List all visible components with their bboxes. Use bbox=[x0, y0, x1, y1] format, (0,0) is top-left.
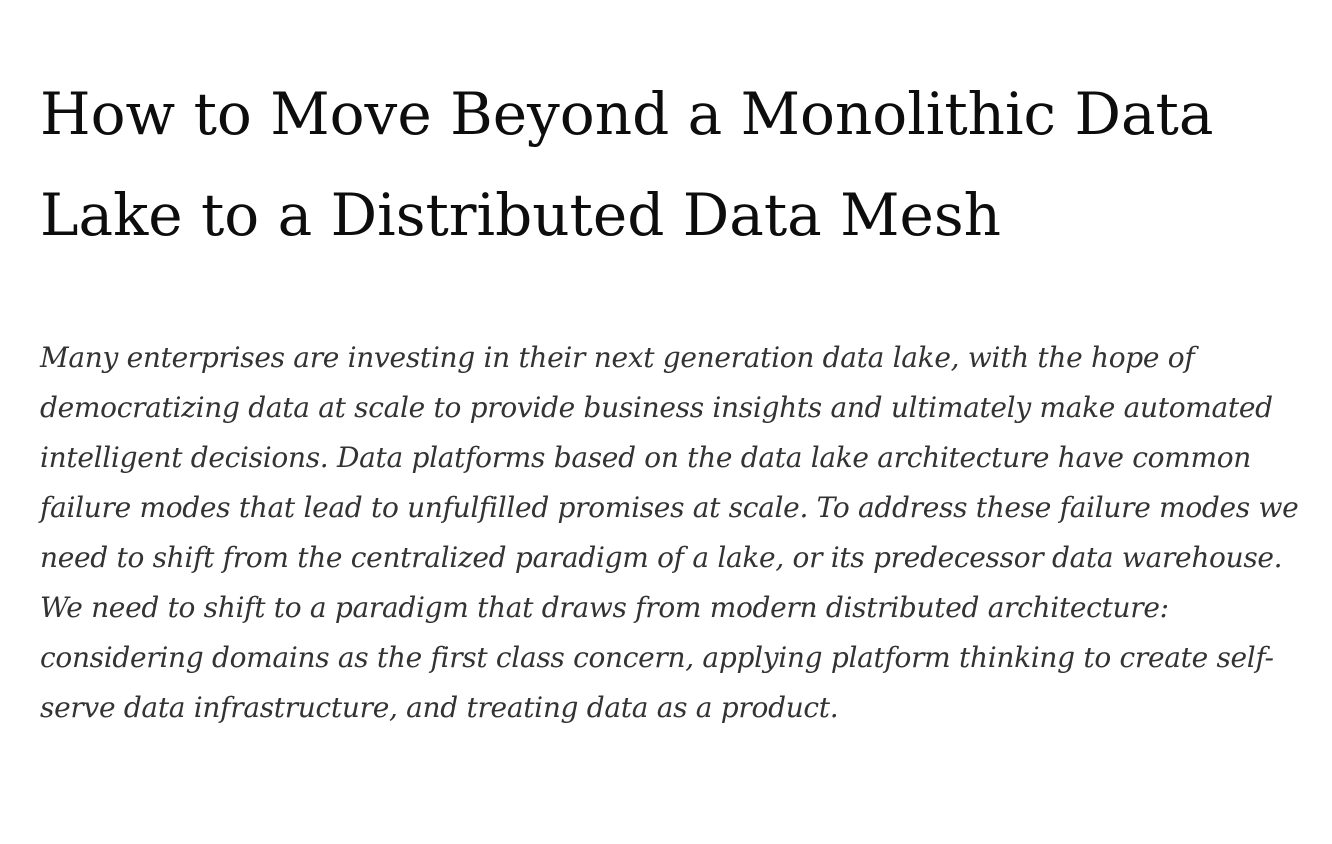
article-lede: Many enterprises are investing in their next generation data lake, with the hope of democratizing data at scale to provide business insights and ultimately make automated intelligent decisions. Data platforms based on the data lake architecture have common failure modes that lead to unfulfilled promises at scale. To address these failure modes we need to shift from the centralized paradigm of a lake, or its predecessor data warehouse. We need to shift to a paradigm that draws from modern distributed architecture: considering domains as the first class concern, applying platform thinking to create self-serve data infrastructure, and treating data as a product. bbox=[40, 341, 1299, 724]
article-title: How to Move Beyond a Monolithic Data Lake to a Distributed Data Mesh bbox=[40, 80, 1214, 249]
